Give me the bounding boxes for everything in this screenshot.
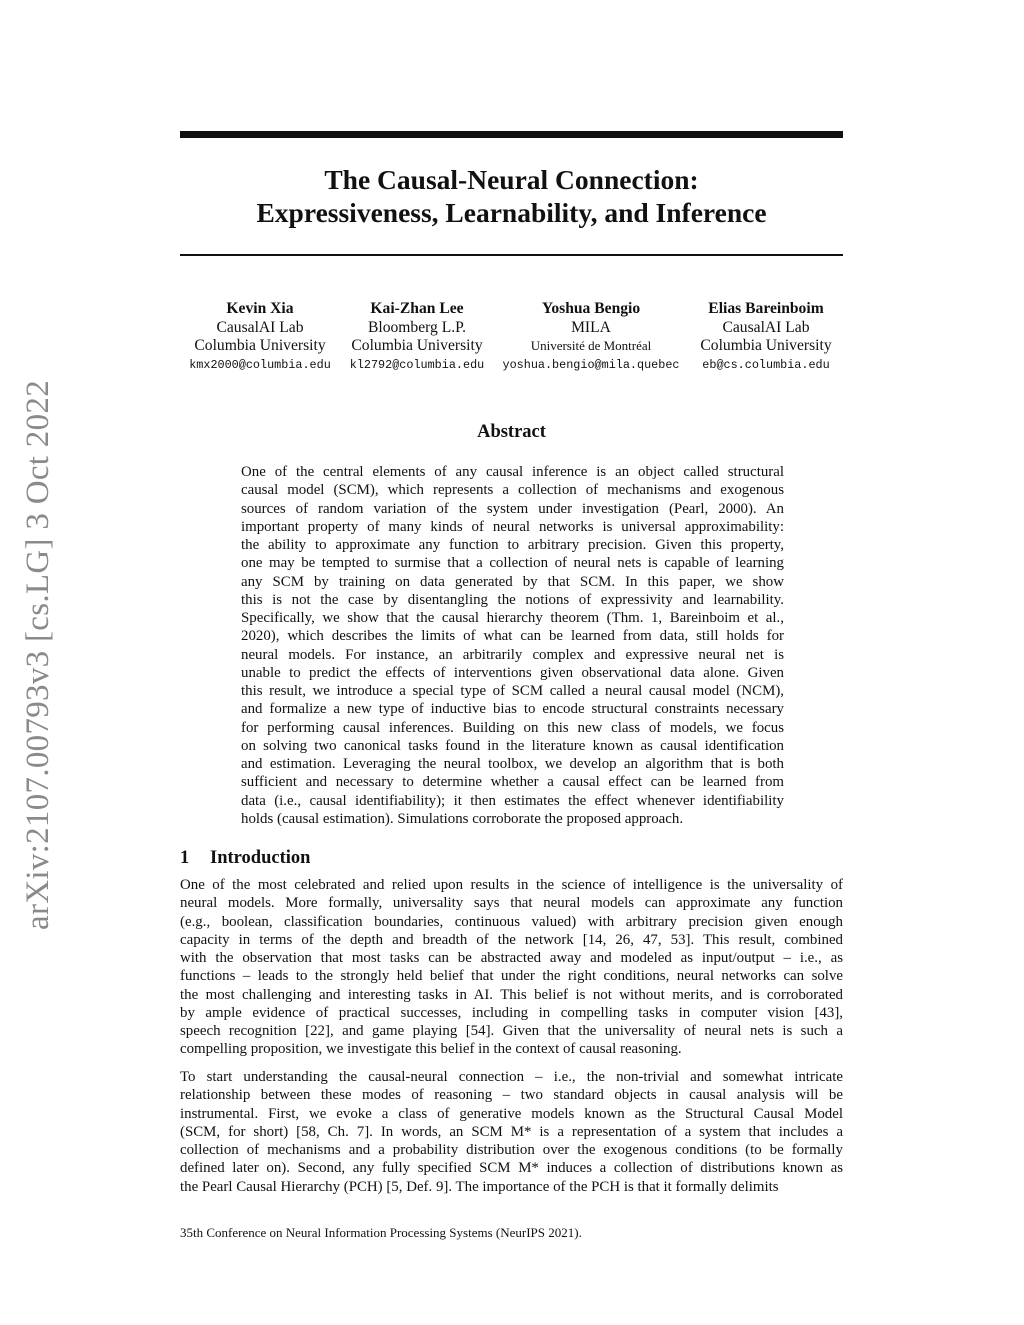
abstract-body [241,463,784,828]
abstract-line: important property of many kinds of neural networks is universal approximability: [241,518,784,535]
abstract-line: and estimation. Leveraging the neural toolbox, we develop an algorithm that is both [241,756,784,772]
conference-footer: 35th Conference on Neural Information Processing Systems (NeurIPS 2021). [180,1225,582,1240]
paragraph-line: defined later on). Second, any fully specified SCM M* induces a collection of distributions known as [180,1160,843,1177]
title-line: The Causal-Neural Connection: [324,164,699,195]
abstract-line: 2020), which describes the limits of what can be learned from data, still holds for [241,628,784,645]
paragraph-line: the Pearl Causal Hierarchy (PCH) [5, Def. 9]. The importance of the PCH is that it formally delimits [180,1178,779,1195]
abstract-line: causal model (SCM), which represents a collection of mechanisms and exogenous [241,482,784,499]
author-affiliation: Université de Montréal [530,338,652,353]
intro-paragraph-2 [180,1068,843,1196]
abstract-line: this result, we introduce a special type of SCM called a neural causal model (NCM), [241,683,784,699]
abstract-line: for performing causal inferences. Building on this new class of models, we focus [241,719,784,736]
abstract-line: on solving two canonical tasks found in the literature known as causal identification [241,737,784,754]
author-affiliation: CausalAI Lab [722,318,810,336]
abstract-line: data (i.e., causal identifiability); it then estimates the effect whenever identifiability [241,792,784,809]
section-number: 1 [180,848,190,868]
paper-title [180,163,843,229]
abstract-line: and formalize a new type of inductive bias to encode structural constraints necessary [241,701,784,718]
paragraph-line: To start understanding the causal-neural connection – i.e., the non-trivial and somewhat intricate [180,1069,843,1085]
abstract-line: One of the central elements of any causal inference is an object called structural [241,464,784,480]
paragraph-line: (SCM, for short) [58, Ch. 7]. In words, an SCM M* is a representation of a system that includes a [180,1123,843,1140]
author-affiliation: Columbia University [700,337,832,354]
abstract-heading: Abstract [477,422,546,442]
author-name: Yoshua Bengio [541,300,641,317]
author-affiliation: Columbia University [351,337,483,354]
abstract-line: neural models. For instance, an arbitrarily complex and expressive neural net is [241,646,784,663]
paragraph-line: One of the most celebrated and relied upon results in the science of intelligence is the universality of [180,877,843,893]
author-email: kmx2000@columbia.edu [189,357,331,372]
paragraph-line: capacity in terms of the depth and breadth of the network [14, 26, 47, 53]. This result, combined [180,931,843,948]
abstract-line: this is not the case by disentangling the notions of expressivity and learnability. [241,591,784,608]
author-entry [696,300,836,375]
paragraph-line: relationship between these modes of reasoning – two standard objects in causal analysis will be [180,1087,843,1104]
author-email: kl2792@columbia.edu [349,357,485,372]
section-heading [180,848,310,869]
abstract-line: one may be tempted to surmise that a collection of neural nets is capable of learning [241,555,784,572]
author-entry [502,300,680,375]
author-entry [189,300,331,375]
author-affiliation: MILA [571,318,611,336]
author-email: eb@cs.columbia.edu [702,357,830,372]
paragraph-line: (e.g., boolean, classification boundaries, continuous valued) with arbitrary precision given enough [180,913,843,930]
author-entry [348,300,486,375]
abstract-line: unable to predict the effects of interventions given observational data alone. Given [241,664,784,681]
author-email: yoshua.bengio@mila.quebec [502,357,680,372]
author-affiliation: Bloomberg L.P. [367,318,467,336]
author-name: Elias Bareinboim [708,300,824,317]
abstract-line: any SCM by training on data generated by that SCM. In this paper, we show [241,573,784,590]
paragraph-line: neural models. More formally, universality says that neural models can approximate any function [180,895,843,912]
author-block [180,300,843,380]
paragraph-line: with the observation that most tasks can be abstracted away and modeled as input/output – i.e., as [180,950,843,966]
paragraph-line: the most challenging and interesting tasks in AI. This belief is not without merits, and is corroborated [180,986,843,1003]
author-name: Kai-Zhan Lee [370,300,464,317]
paragraph-line: collection of mechanisms and a probability distribution over the exogenous conditions (to be formally [180,1142,843,1158]
section-title: Introduction [210,848,311,868]
title-bottom-rule [180,254,843,256]
intro-paragraph-1 [180,876,843,1059]
author-affiliation: CausalAI Lab [216,318,304,336]
author-affiliation: Columbia University [194,337,326,354]
paragraph-line: instrumental. First, we evoke a class of generative models known as the Structural Causal Model [180,1105,843,1122]
abstract-line: sufficient and necessary to determine whether a causal effect can be learned from [241,774,784,791]
title-line: Expressiveness, Learnability, and Inference [256,197,767,228]
arxiv-identifier: arXiv:2107.00793v3 [cs.LG] 3 Oct 2022 [20,379,56,930]
paragraph-line: by ample evidence of practical successes, including in compelling tasks in computer vision [43], [180,1004,843,1021]
title-top-rule [180,131,843,138]
paragraph-line: compelling proposition, we investigate this belief in the context of causal reasoning. [180,1041,682,1058]
abstract-line: Specifically, we show that the causal hierarchy theorem (Thm. 1, Bareinboim et al., [241,610,784,626]
author-name: Kevin Xia [226,300,294,317]
abstract-line: sources of random variation of the system under investigation (Pearl, 2000). An [241,500,784,517]
abstract-line: holds (causal estimation). Simulations corroborate the proposed approach. [241,810,684,827]
paragraph-line: functions – leads to the strongly held belief that under the right conditions, neural networks can solve [180,968,843,985]
paragraph-line: speech recognition [22], and game playing [54]. Given that the universality of neural nets is such a [180,1023,843,1039]
abstract-line: the ability to approximate any function to arbitrary precision. Given this property, [241,537,784,553]
